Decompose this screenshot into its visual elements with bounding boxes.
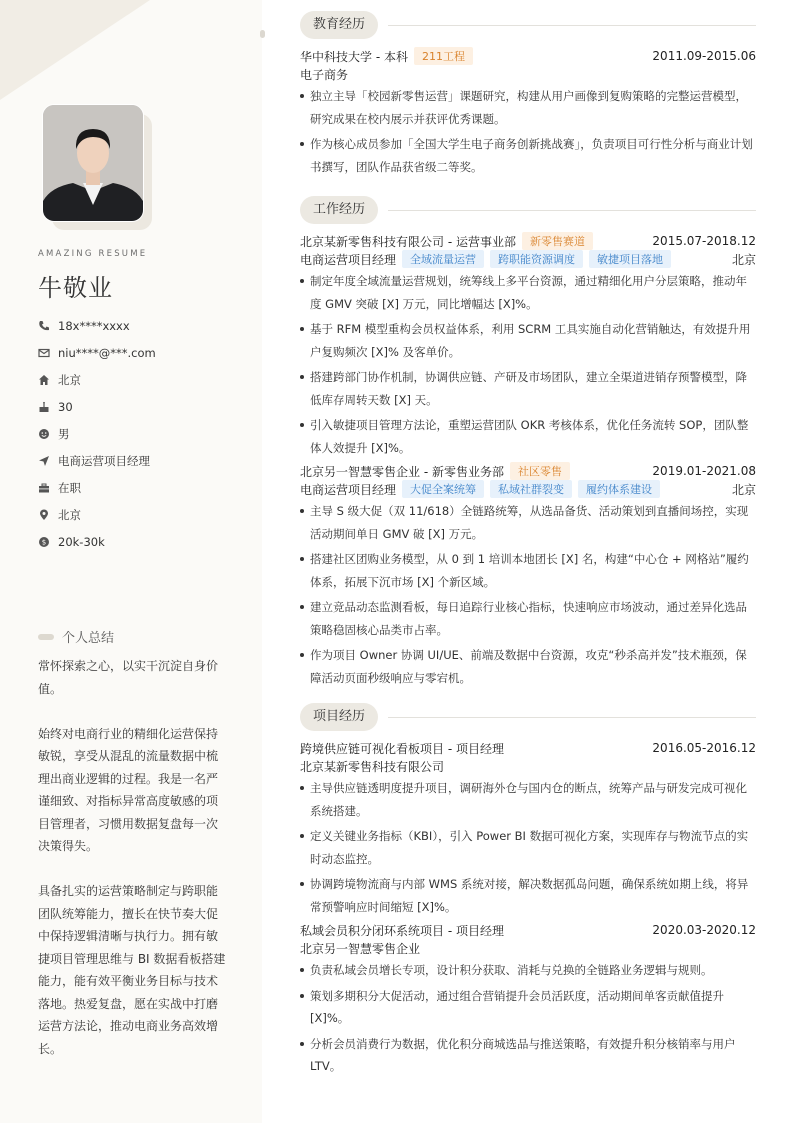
avatar-photo — [42, 104, 144, 222]
job-title: 电商运营项目经理 — [300, 252, 397, 267]
project-date: 2020.03-2020.12 — [652, 923, 756, 937]
work-city: 北京 — [731, 252, 756, 267]
skill-tag: 履约体系建设 — [578, 480, 660, 498]
person-portrait-icon — [43, 105, 143, 221]
section-divider — [388, 717, 756, 718]
work-entry-header — [300, 462, 756, 480]
summary-text — [38, 655, 226, 1083]
education-section — [300, 11, 756, 181]
salary-icon — [38, 536, 50, 548]
project-entry — [300, 739, 756, 918]
section-header — [300, 11, 756, 39]
section-header — [300, 196, 756, 224]
work-date: 2015.07-2018.12 — [652, 234, 756, 248]
project-org: 北京某新零售科技有限公司 — [300, 759, 445, 774]
info-target-position-text: 电商运营项目经理 — [58, 453, 150, 468]
work-date: 2019.01-2021.08 — [652, 464, 756, 478]
bullet-item: 搭建社区团购业务模型，从 0 到 1 培训本地团长 [X] 名，构建“中心仓 + 网格站”履约体系，拓展下沉市场 [X] 个新区域。 — [300, 548, 756, 593]
project-org-row — [300, 939, 756, 957]
summary-heading-text: 个人总结 — [62, 631, 115, 646]
project-entry — [300, 921, 756, 1078]
info-residence-text: 北京 — [58, 372, 81, 387]
briefcase-icon — [38, 482, 50, 494]
section-title: 教育经历 — [300, 11, 378, 39]
info-gender-text: 男 — [58, 426, 70, 441]
phone-icon — [38, 320, 50, 332]
work-bullets — [300, 270, 756, 459]
company-name: 北京另一智慧零售企业 - 新零售业务部 — [300, 464, 504, 479]
info-phone — [38, 312, 156, 339]
project-org: 北京另一智慧零售企业 — [300, 941, 421, 956]
info-target-position — [38, 447, 156, 474]
avatar — [42, 104, 142, 220]
info-email — [38, 339, 156, 366]
work-role-row — [300, 480, 756, 498]
company-name: 北京某新零售科技有限公司 - 运营事业部 — [300, 234, 516, 249]
project-entry-header — [300, 921, 756, 939]
work-entry — [300, 232, 756, 459]
cake-icon — [38, 401, 50, 413]
tagline: AMAZING RESUME — [38, 249, 148, 259]
bullet-item: 搭建跨部门协作机制，协调供应链、产研及市场团队，建立全渠道进销存预警模型，降低库存周转天数 [X] 天。 — [300, 366, 756, 411]
school-tag: 211工程 — [414, 47, 473, 65]
project-entry-header — [300, 739, 756, 757]
work-entry-header — [300, 232, 756, 250]
section-divider — [388, 210, 756, 211]
work-bullets — [300, 500, 756, 689]
info-target-city-text: 北京 — [58, 507, 81, 522]
project-org-row — [300, 757, 756, 775]
info-age — [38, 393, 156, 420]
projects-section — [300, 703, 756, 1081]
skill-tag: 大促全案统筹 — [402, 480, 484, 498]
project-bullets — [300, 959, 756, 1078]
education-major-row — [300, 65, 756, 83]
bullet-item: 协调跨境物流商与内部 WMS 系统对接，解决数据孤岛问题，确保系统如期上线，将异常预警响应时间缩短 [X]%。 — [300, 873, 756, 918]
bullet-item: 主导供应链透明度提升项目，调研海外仓与国内仓的断点，统筹产品与研发完成可视化系统搭建。 — [300, 777, 756, 822]
project-name: 私域会员积分闭环系统项目 - 项目经理 — [300, 923, 504, 938]
section-divider — [388, 25, 756, 26]
home-icon — [38, 374, 50, 386]
contact-info-list — [38, 312, 156, 555]
summary-paragraph: 具备扎实的运营策略制定与跨职能团队统筹能力，擅长在快节奏大促中保持逻辑清晰与执行力。拥有敏捷项目管理思维与 BI 数据看板搭建能力，能有效平衡业务目标与技术落地。热爱复盘，愿在实战中打磨运营方法论，推动电商业务高效增长。 — [38, 884, 226, 1056]
bullet-item: 作为核心成员参加「全国大学生电子商务创新挑战赛」，负责项目可行性分析与商业计划书撰写，团队作品获省级二等奖。 — [300, 133, 756, 178]
work-section — [300, 196, 756, 692]
work-city: 北京 — [731, 482, 756, 497]
education-entry-header — [300, 47, 756, 65]
send-icon — [38, 455, 50, 467]
info-target-city — [38, 501, 156, 528]
gender-icon — [38, 428, 50, 440]
info-email-text: niu****@***.com — [58, 345, 156, 360]
summary-heading-bar — [38, 634, 54, 640]
info-gender — [38, 420, 156, 447]
summary-paragraph: 始终对电商行业的精细化运营保持敏锐，享受从混乱的流量数据中梳理出商业逻辑的过程。我是一名严谨细致、对指标异常高度敏感的项目管理者，习惯用数据复盘每一次决策得失。 — [38, 726, 219, 853]
bullet-item: 引入敏捷项目管理方法论，重塑运营团队 OKR 考核体系，优化任务流转 SOP，团队整体人效提升 [X]%。 — [300, 414, 756, 459]
bullet-item: 作为项目 Owner 协调 UI/UE、前端及数据中台资源，攻克“秒杀高并发”技术瓶颈，保障活动页面秒级响应与零宕机。 — [300, 644, 756, 689]
skill-tag: 敏捷项目落地 — [589, 250, 671, 268]
project-name: 跨境供应链可视化看板项目 - 项目经理 — [300, 741, 504, 756]
mail-icon — [38, 347, 50, 359]
sidebar — [0, 0, 262, 1123]
bullet-item: 主导 S 级大促（双 11/618）全链路统筹，从选品备货、活动策划到直播间场控，实现活动期间单日 GMV 破 [X] 万元。 — [300, 500, 756, 545]
summary-paragraph: 常怀探索之心，以实干沉淀自身价值。 — [38, 659, 219, 696]
info-age-text: 30 — [58, 399, 73, 414]
bullet-item: 分析会员消费行为数据，优化积分商城选品与推送策略，有效提升积分核销率与用户 LTV。 — [300, 1033, 756, 1078]
info-status — [38, 474, 156, 501]
industry-tag: 新零售赛道 — [522, 232, 593, 250]
svg-text:$: $ — [41, 538, 47, 546]
info-status-text: 在职 — [58, 480, 81, 495]
info-residence — [38, 366, 156, 393]
bullet-item: 定义关键业务指标（KBI），引入 Power BI 数据可视化方案，实现库存与物流节点的实时动态监控。 — [300, 825, 756, 870]
skill-tag: 全域流量运营 — [402, 250, 484, 268]
school-name: 华中科技大学 - 本科 — [300, 49, 408, 64]
bullet-item: 负责私域会员增长专项，设计积分获取、消耗与兑换的全链路业务逻辑与规则。 — [300, 959, 756, 982]
section-title: 项目经历 — [300, 703, 378, 731]
bullet-item: 策划多期积分大促活动，通过组合营销提升会员活跃度，活动期间单客贡献值提升 [X]%。 — [300, 985, 756, 1030]
summary-heading — [38, 627, 114, 646]
info-salary — [38, 528, 156, 555]
skill-tag: 跨职能资源调度 — [490, 250, 583, 268]
corner-decoration — [0, 0, 150, 100]
project-bullets — [300, 777, 756, 918]
work-entry — [300, 462, 756, 689]
bullet-item: 基于 RFM 模型重构会员权益体系，利用 SCRM 工具实施自动化营销触达，有效提升用户复购频次 [X]% 及客单价。 — [300, 318, 756, 363]
bullet-item: 独立主导「校园新零售运营」课题研究，构建从用户画像到复购策略的完整运营模型，研究成果在校内展示并获评优秀课题。 — [300, 85, 756, 130]
bullet-item: 制定年度全域流量运营规划，统筹线上多平台资源，通过精细化用户分层策略，推动年度 GMV 突破 [X] 万元，同比增幅达 [X]%。 — [300, 270, 756, 315]
project-date: 2016.05-2016.12 — [652, 741, 756, 755]
education-date: 2011.09-2015.06 — [652, 49, 756, 63]
job-title: 电商运营项目经理 — [300, 482, 397, 497]
education-bullets — [300, 85, 756, 178]
candidate-name: 牛敬业 — [38, 274, 113, 302]
location-icon — [38, 509, 50, 521]
work-role-row — [300, 250, 756, 268]
skill-tag: 私域社群裂变 — [490, 480, 572, 498]
info-phone-text: 18x****xxxx — [58, 318, 130, 333]
info-salary-text: 20k-30k — [58, 534, 105, 549]
section-header — [300, 703, 756, 731]
bullet-item: 建立竞品动态监测看板，每日追踪行业核心指标，快速响应市场波动，通过差异化选品策略稳固核心品类市占率。 — [300, 596, 756, 641]
edge-decoration — [260, 30, 265, 38]
industry-tag: 社区零售 — [510, 462, 570, 480]
section-title: 工作经历 — [300, 196, 378, 224]
major: 电子商务 — [300, 67, 349, 82]
